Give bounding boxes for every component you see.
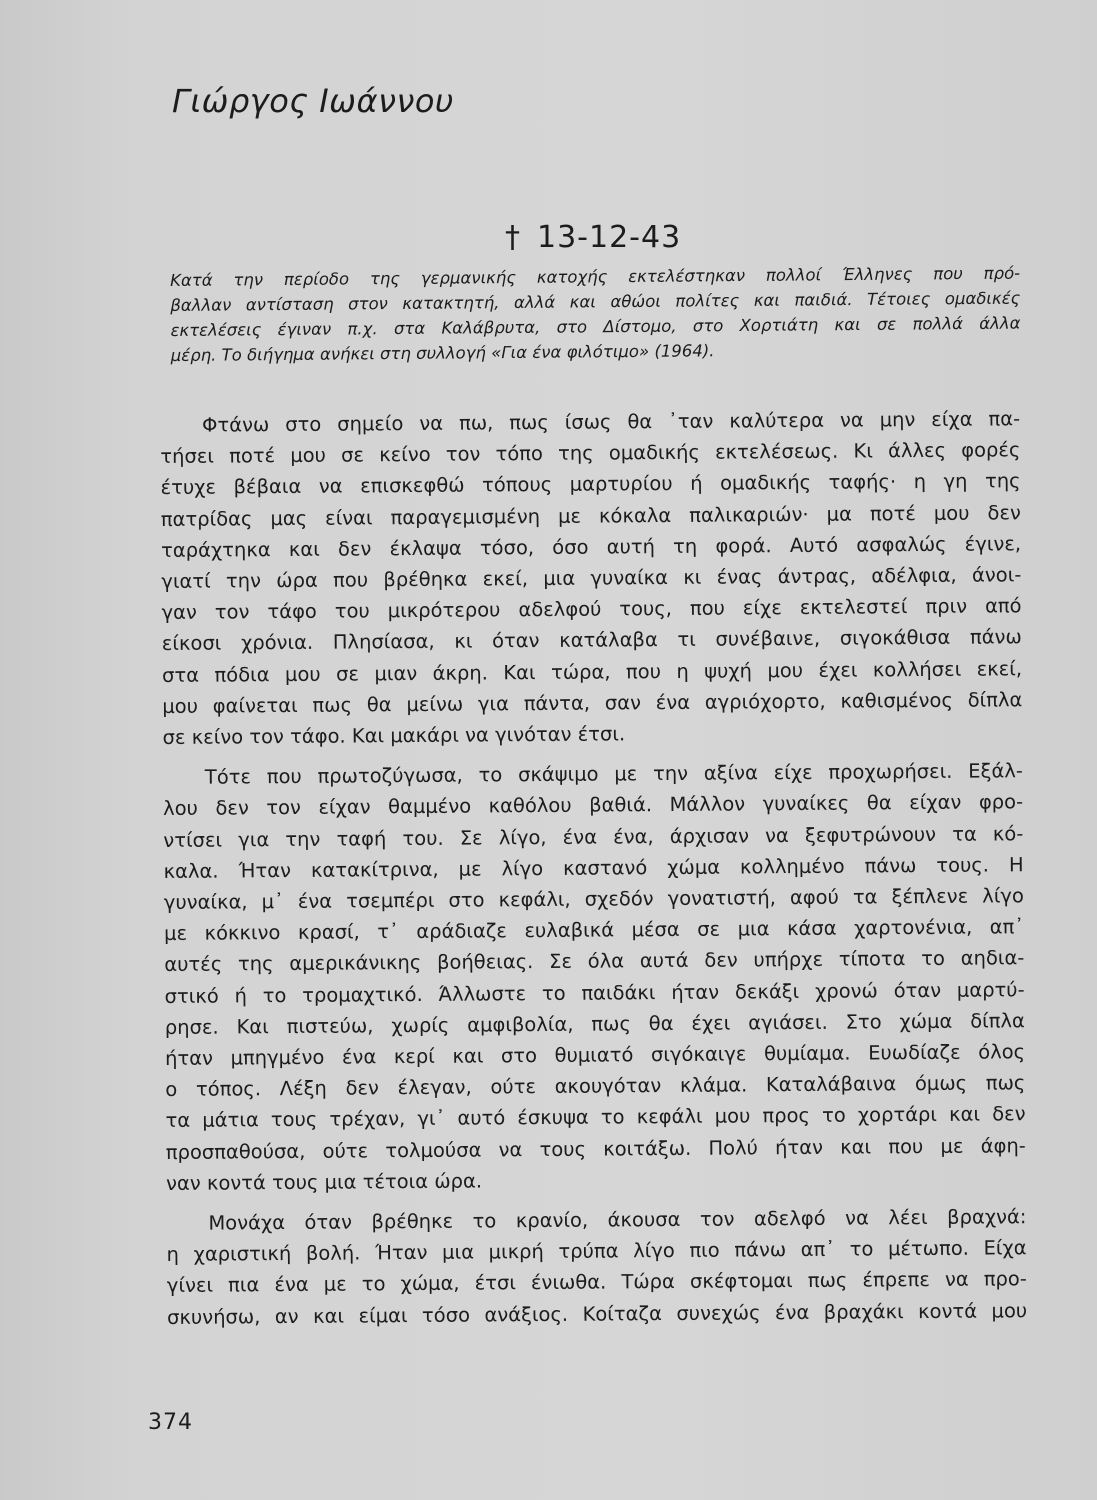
text-line: ρησε. Και πιστεύω, χωρίς αμφιβολία, πως θα έχει αγιάσει. Στο χώμα δίπλα <box>164 1009 1025 1039</box>
text-line: λου δεν τον είχαν θαμμένο καθόλου βαθιά. Μάλλον γυναίκες θα είχαν φρο- <box>163 790 1024 821</box>
text-line: Μονάχα όταν βρέθηκε το κρανίο, άκουσα τον αδελφό να λέει βραχνά: <box>208 1205 1027 1235</box>
text-line: σε κείνο τον τάφο. Και μακάρι να γινόταν έτσι. <box>162 722 626 750</box>
text-line: γαν τον τάφο του μικρότερου αδελφού τους, που είχε εκτελεστεί πριν από <box>161 594 1022 625</box>
text-line: ο τόπος. Λέξη δεν έλεγαν, ούτε ακουγόταν κλάμα. Καταλάβαινα όμως πως <box>165 1071 1026 1102</box>
intro-line: εκτελέσεις έγιναν π.χ. στα Καλάβρυτα, στο Δίστομο, στο Χορτιάτη και σε πολλά άλλα <box>170 313 1021 340</box>
death-date: 13-12-43 <box>537 220 682 255</box>
text-line: έτυχε βέβαια να επισκεφθώ τόπους μαρτυρίου ή ομαδικής ταφής· η γη της <box>160 469 1021 500</box>
text-line: μου φαίνεται πως θα μείνω για πάντα, σαν ένα αγριόχορτο, καθισμένος δίπλα <box>162 688 1023 718</box>
text-line: στικό ή το τρομαχτικό. Άλλωστε το παιδάκι ήταν δεκάξι χρονώ όταν μαρτύ- <box>164 977 1025 1008</box>
story-text <box>160 403 1027 1342</box>
text-line: ναν κοντά τους μια τέτοια ώρα. <box>165 1169 483 1195</box>
intro-line: Κατά την περίοδο της γερμανικής κατοχής εκτελέστηκαν πολλοί Έλληνες που πρό- <box>170 263 1021 290</box>
text-line: γυναίκα, μ᾿ ένα τσεμπέρι στο κεφάλι, σχεδόν γονατιστή, αφού τα ξέπλενε λίγο <box>163 884 1024 915</box>
text-line: προσπαθούσα, ούτε τολμούσα να τους κοιτάξω. Πολύ ήταν και που με άφη- <box>165 1133 1026 1164</box>
text-line: ταράχτηκα και δεν έκλαψα τόσο, όσο αυτή τη φορά. Αυτό ασφαλώς έγινε, <box>161 532 1022 562</box>
page-number: 374 <box>148 1410 193 1435</box>
intro-line: μέρη. Το διήγημα ανήκει στη συλλογή «Για ένα φιλότιμο» (1964). <box>170 341 715 365</box>
text-line: στα πόδια μου σε μιαν άκρη. Και τώρα, που η ψυχή μου έχει κολλήσει εκεί, <box>161 656 1023 687</box>
text-line: πατρίδας μας είναι παραγεμισμένη με κόκαλα παλικαριών· μα ποτέ μου δεν <box>160 500 1021 531</box>
dagger-icon: † <box>505 220 521 255</box>
text-line: ήταν μπηγμένο ένα κερί και στο θυμιατό σιγόκαιγε θυμίαμα. Ευωδίαζε όλος <box>165 1040 1026 1071</box>
text-line: γίνει πια ένα με το χώμα, έτσι ένιωθα. Τώρα σκέφτομαι πως έπρεπε να προ- <box>166 1267 1027 1298</box>
text-line: Φτάνω στο σημείο να πω, πως ίσως θα ᾿ταν καλύτερα να μην είχα πα- <box>202 407 1021 437</box>
paragraph-3 <box>166 1201 1027 1333</box>
text-line: είκοσι χρόνια. Πλησίασα, κι όταν κατάλαβα τι συνέβαινε, σιγοκάθισα πάνω <box>161 625 1022 656</box>
author-name: Γιώργος Ιωάννου <box>172 82 454 120</box>
text-line: καλα. Ήταν κατακίτρινα, με λίγο καστανό χώμα κολλημένο πάνω τους. Η <box>163 853 1024 883</box>
intro-line: βαλλαν αντίσταση στον κατακτητή, αλλά και αθώοι πολίτες και παιδιά. Τέτοιες ομαδικές <box>170 288 1021 315</box>
text-line: με κόκκινο κρασί, τ᾿ αράδιαζε ευλαβικά μέσα σε μια κάσα χαρτονένια, απ᾿ <box>164 915 1025 946</box>
paragraph-2 <box>163 755 1026 1199</box>
text-line: τα μάτια τους τρέχαν, γι᾿ αυτό έσκυψα το κεφάλι μου προς το χορτάρι και δεν <box>165 1102 1026 1133</box>
text-line: η χαριστική βολή. Ήταν μια μικρή τρύπα λίγο πιο πάνω απ᾿ το μέτωπο. Είχα <box>166 1236 1027 1267</box>
text-line: ντίσει για την ταφή του. Σε λίγο, ένα ένα, άρχισαν να ξεφυτρώνουν τα κό- <box>163 821 1024 852</box>
text-line: γιατί την ώρα που βρέθηκα εκεί, μια γυναίκα κι ένας άντρας, αδέλφια, άνοι- <box>161 563 1022 594</box>
text-line: αυτές της αμερικάνικης βοήθειας. Σε όλα αυτά δεν υπήρχε τίποτα το αηδια- <box>164 946 1025 977</box>
death-date-heading <box>505 220 681 255</box>
text-line: τήσει ποτέ μου σε κείνο τον τόπο της ομαδικής εκτελέσεως. Κι άλλες φορές <box>160 438 1021 469</box>
text-line: Τότε που πρωτοζύγωσα, το σκάψιμο με την αξίνα είχε προχωρήσει. Εξάλ- <box>204 759 1023 789</box>
paragraph-1 <box>160 403 1023 753</box>
text-line: σκυνήσω, αν και είμαι τόσο ανάξιος. Κοίταζα συνεχώς ένα βραχάκι κοντά μου <box>167 1298 1028 1329</box>
intro-note <box>170 261 1021 368</box>
